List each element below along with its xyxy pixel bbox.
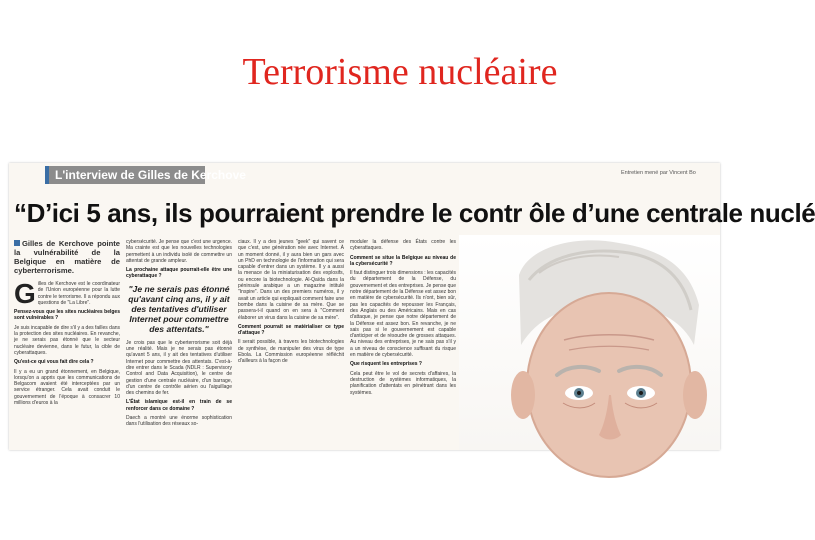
pull-quote: "Je ne serais pas étonné qu'avant cinq ans, il y ait des tentatives d'utiliser Internet pour commettre des attentats." [128, 283, 230, 334]
interview-question: Comment se situe la Belgique au niveau de la cybersécurité ? [350, 254, 456, 267]
interview-banner: L'interview de Gilles de Kerchove [45, 166, 205, 184]
article-paragraph: Cela peut être le vol de secrets d'affaires, la destruction de systèmes informatiques, la planification d'attentats en pénétrant dans les systèmes. [350, 370, 456, 396]
article-paragraph: Je suis incapable de dire s'il y a des failles dans la protection des sites nucléaires. En revanche, je ne serais pas étonné que le secteur nucléaire devienne, dans le futur, la cible de cyberattaques. [14, 324, 121, 356]
slide-title: Terrorisme nucléaire [242, 51, 558, 93]
portrait-illustration [459, 235, 720, 450]
interview-question: La prochaine attaque pourrait-elle être une cyberattaque ? [126, 267, 232, 280]
article-column-1 [14, 239, 120, 409]
article-paragraph: cybersécurité. Je pense que c'est une urgence. Ma crainte est que les nouvelles technologies permettent à un individu isolé de commettre un attentat de grande ampleur. [126, 239, 232, 264]
interview-question: Qu'est-ce qui vous fait dire cela ? [14, 359, 94, 366]
interview-question: Comment pourrait se matérialiser ce type d'attaque ? [238, 323, 344, 337]
article-column-4 [350, 239, 456, 399]
article-paragraph: ciaux. Il y a des jeunes "geek" qui savent ce que c'est, une génération née avec Internet. À un moment donné, il y aura bien un gars avec un PhD en technologie de l'information qui sera capable d'entrer dans un système. Il y a aussi la menace de la miniaturisation des explosifs, ou encore la biotechnologie. Al-Qaïda dans la péninsule arabique a un magazine intitulé "Inspire". Dans un des premiers numéros, il y avait un article qui expliquait comment faire une bombe dans la cuisine de sa mère. Que se passera-t-il quand on en sera à "Comment élaborer un virus dans la cuisine de sa mère". [238, 239, 344, 321]
article-paragraph: moduler la défense des États contre les cyberattaques. [350, 239, 456, 252]
bullet-square-icon [14, 240, 20, 246]
drop-cap: G [14, 278, 36, 309]
interview-question: L'État islamique est-il en train de se renforcer dans ce domaine ? [126, 399, 232, 412]
article-column-3 [238, 239, 344, 368]
article-paragraph: Il faut distinguer trois dimensions : les capacités du département de la Défense, du gouvernement et des entreprises. Je pense que notre département de la Défense est assez bon en matière de cybersécurité. Ils n'ont, bien sûr, pas les capacités de repousser les Français, des Anglais ou des Américains. Mais en cas d'attaque, je pense que notre département de la Défense est assez bon. En revanche, je ne sais pas si le gouvernement est capable d'anticiper et de résoudre de grosses attaques. Au niveau des entreprises, je ne sais pas s'il y a un niveau de conscience suffisant du risque en matière de cybersécurité. [350, 270, 456, 359]
article-paragraph: Je crois pas que le cyberterrorisme soit déjà une réalité. Mais je ne serais pas étonné qu'avant 5 ans, il y ait des tentatives d'utiliser Internet pour commettre des attentats. C'est-à-dire entrer dans le Scada (NDLR : Supervisory Control and Data Acquisition), le centre de gestion d'une centrale nucléaire, d'un barrage, d'un centre de contrôle aérien ou l'aiguillage des chemins de fer. [126, 339, 232, 397]
article-paragraph: Gilles de Kerchove est le coordinateur de l'Union européenne pour la lutte contre le terrorisme. Il a répondu aux questions de "La Libre". [14, 278, 120, 309]
interview-question: Pensez-vous que les sites nucléaires belges sont vulnérables ? [14, 309, 120, 322]
article-paragraph: Daech a montré une énorme sophistication dans l'utilisation des réseaux so- [126, 415, 232, 428]
intro-text: Gilles de Kerchove pointe la vulnérabilité de la Belgique en matière de cyberterrorisme. [14, 239, 120, 275]
article-paragraph: Il serait possible, à travers les biotechnologies de synthèse, de manipuler des virus de type Ebola. La Commission européenne réfléchit d'ailleurs à la façon de [238, 339, 344, 365]
portrait-photo [459, 235, 720, 450]
article-paragraph: Il y a eu un grand étonnement, en Belgique, lorsqu'on a appris que les communications de Belgacom avaient été interceptées par un service étranger. Cela avait conduit le gouvernement de l'époque à consacrer 10 millions d'euros à la [14, 368, 120, 407]
article-headline: “D’ici 5 ans, ils pourraient prendre le contr ôle d’une centrale nuclé [14, 198, 815, 228]
article-intro [14, 239, 120, 275]
newspaper-clipping [9, 163, 815, 450]
byline-credit: Entretien mené par Vincent Bo [621, 170, 696, 176]
article-column-2 [126, 239, 232, 431]
interview-question: Que risquent les entreprises ? [350, 361, 422, 368]
